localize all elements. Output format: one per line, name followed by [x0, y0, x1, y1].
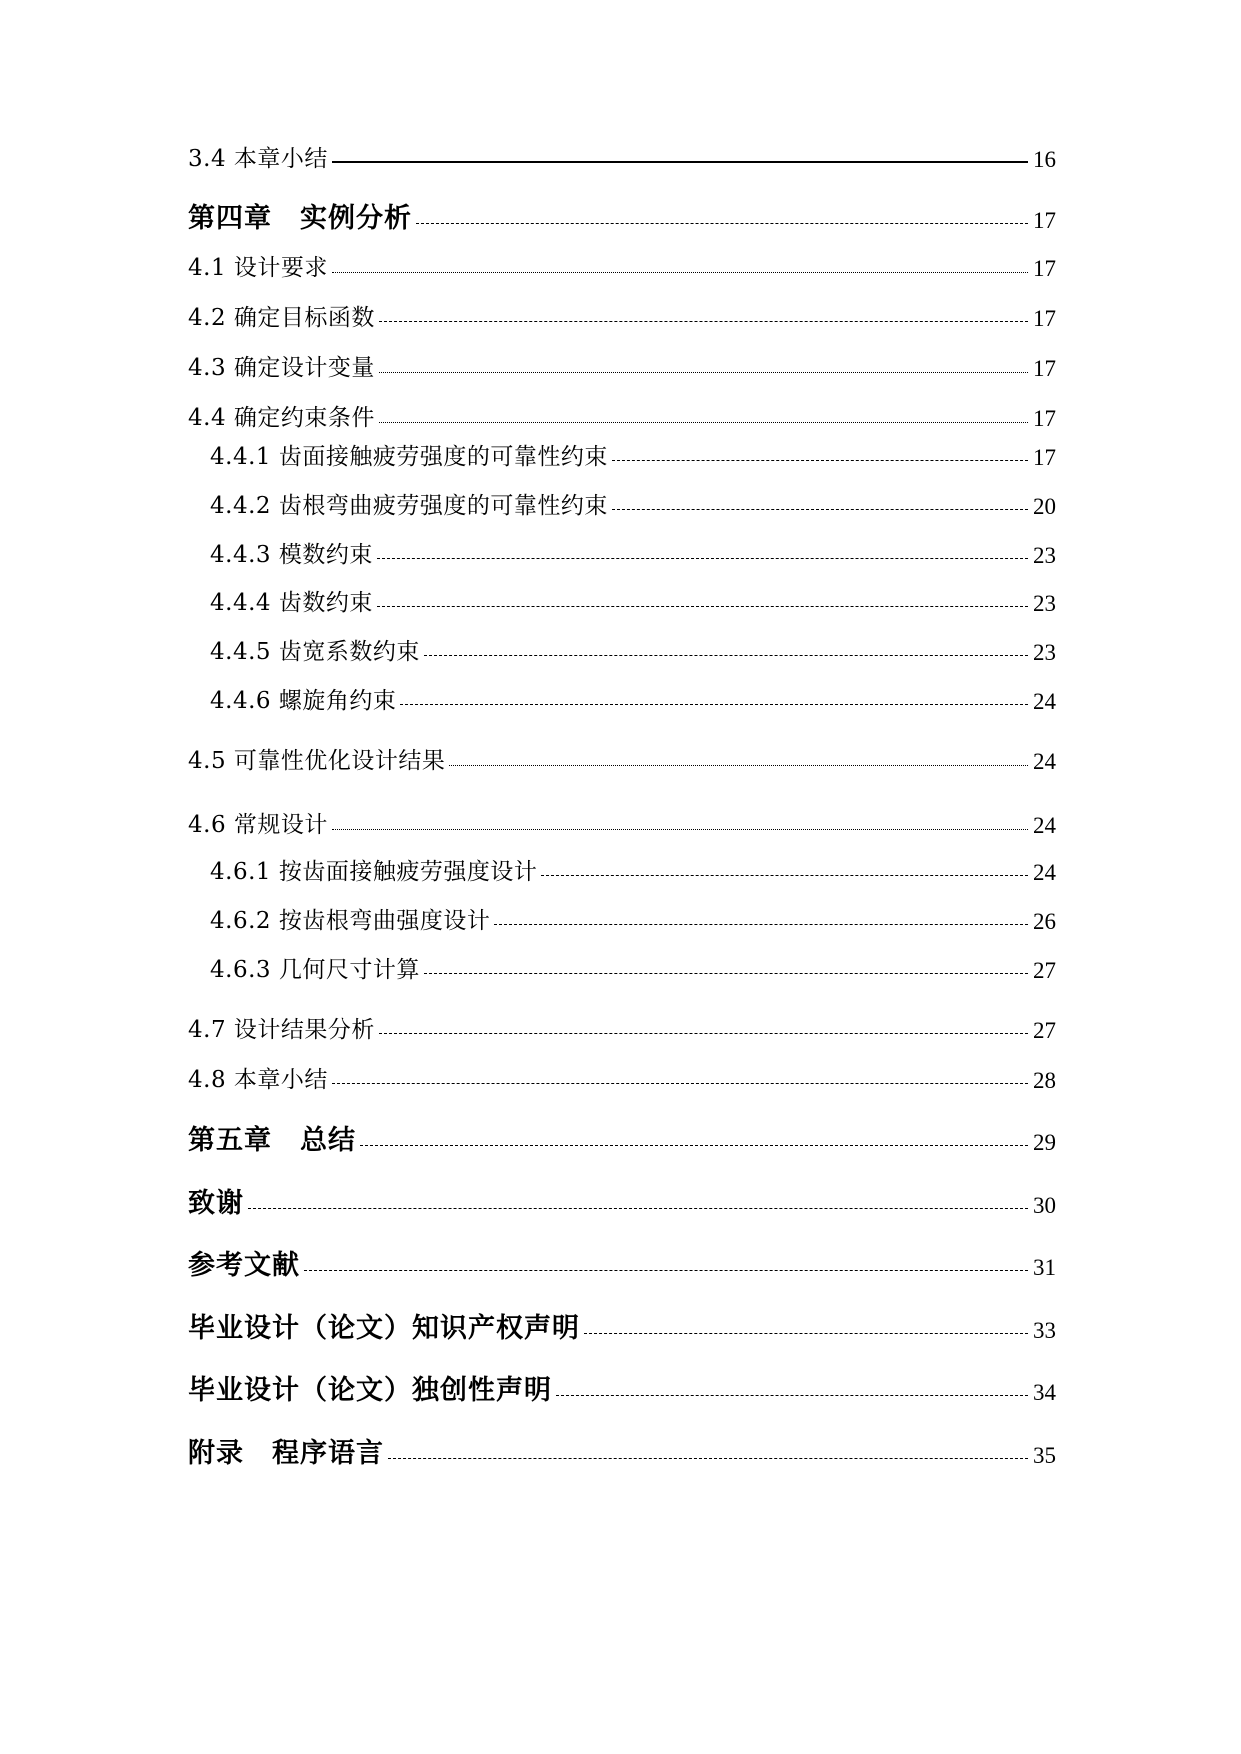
toc-entry-4-6-3[interactable] — [210, 959, 1056, 982]
toc-page-number: 28 — [1033, 1068, 1056, 1093]
toc-entry-4-7[interactable] — [188, 1019, 1056, 1042]
toc-chapter-label: 第四章 实例分析 — [188, 203, 412, 234]
toc-entry-4-4-4[interactable] — [210, 592, 1056, 615]
toc-page-number: 23 — [1033, 640, 1056, 665]
toc-entry-label: 4.2 确定目标函数 — [188, 305, 375, 331]
toc-page-number: 27 — [1033, 958, 1056, 983]
toc-chapter-label: 第五章 总结 — [188, 1125, 356, 1156]
toc-entry-4-5[interactable] — [188, 750, 1056, 773]
toc-leader — [248, 1208, 1028, 1209]
toc-entry-label: 4.4 确定约束条件 — [188, 405, 375, 431]
toc-leader — [612, 460, 1028, 461]
toc-leader — [332, 1083, 1028, 1084]
toc-entry-label: 4.4.1 齿面接触疲劳强度的可靠性约束 — [210, 444, 608, 470]
toc-leader — [449, 765, 1028, 766]
toc-leader — [304, 1270, 1028, 1271]
toc-page-number: 27 — [1033, 1018, 1056, 1043]
toc-entry-4-3[interactable] — [188, 357, 1056, 380]
toc-entry-4-4-3[interactable] — [210, 544, 1056, 567]
toc-entry-label: 4.4.2 齿根弯曲疲劳强度的可靠性约束 — [210, 493, 608, 519]
toc-page-number: 24 — [1033, 813, 1056, 838]
toc-page-number: 17 — [1033, 306, 1056, 331]
toc-page-number: 17 — [1033, 208, 1056, 233]
toc-entry-label: 4.1 设计要求 — [188, 255, 328, 281]
toc-page-number: 26 — [1033, 909, 1056, 934]
toc-entry-chapter-4[interactable] — [188, 205, 1056, 232]
toc-entry-label: 4.6.2 按齿根弯曲强度设计 — [210, 908, 491, 934]
toc-entry-3-4[interactable] — [188, 148, 1056, 171]
toc-entry-label: 4.4.5 齿宽系数约束 — [210, 639, 420, 665]
toc-leader — [379, 1033, 1028, 1034]
toc-entry-originality-statement[interactable] — [188, 1377, 1056, 1404]
toc-entry-label: 4.5 可靠性优化设计结果 — [188, 748, 446, 774]
toc-entry-4-4-2[interactable] — [210, 495, 1056, 518]
toc-chapter-label: 毕业设计（论文）知识产权声明 — [188, 1313, 580, 1344]
toc-entry-4-4-5[interactable] — [210, 641, 1056, 664]
toc-leader — [424, 973, 1028, 974]
toc-leader — [379, 422, 1028, 423]
toc-entry-label: 4.7 设计结果分析 — [188, 1017, 375, 1043]
toc-entry-4-4-6[interactable] — [210, 690, 1056, 713]
toc-page-number: 17 — [1033, 356, 1056, 381]
toc-entry-4-6-2[interactable] — [210, 910, 1056, 933]
toc-leader — [377, 606, 1028, 607]
toc-page-number: 23 — [1033, 591, 1056, 616]
toc-entry-label: 4.3 确定设计变量 — [188, 355, 375, 381]
toc-leader — [541, 875, 1028, 876]
toc-chapter-label: 参考文献 — [188, 1250, 300, 1281]
toc-page-number: 33 — [1033, 1318, 1056, 1343]
toc-leader — [584, 1333, 1028, 1334]
toc-entry-4-6-1[interactable] — [210, 861, 1056, 884]
toc-entry-4-4-1[interactable] — [210, 446, 1056, 469]
toc-entry-label: 4.4.6 螺旋角约束 — [210, 688, 397, 714]
toc-entry-label: 4.6 常规设计 — [188, 812, 328, 838]
toc-leader — [494, 924, 1028, 925]
toc-entry-chapter-5[interactable] — [188, 1127, 1056, 1154]
toc-page-number: 31 — [1033, 1255, 1056, 1280]
toc-leader — [424, 655, 1028, 656]
toc-leader — [379, 372, 1028, 373]
toc-leader — [332, 829, 1028, 830]
toc-page-number: 20 — [1033, 494, 1056, 519]
toc-entry-acknowledgements[interactable] — [188, 1190, 1056, 1217]
toc-page-number: 24 — [1033, 689, 1056, 714]
toc-entry-4-8[interactable] — [188, 1069, 1056, 1092]
toc-leader — [379, 321, 1028, 322]
toc-page-number: 24 — [1033, 749, 1056, 774]
toc-page-number: 17 — [1033, 406, 1056, 431]
toc-page-number: 34 — [1033, 1380, 1056, 1405]
toc-entry-4-6[interactable] — [188, 814, 1056, 837]
toc-page-number: 29 — [1033, 1130, 1056, 1155]
toc-leader — [388, 1458, 1028, 1459]
toc-leader — [332, 272, 1028, 273]
toc-page-number: 35 — [1033, 1443, 1056, 1468]
toc-chapter-label: 致谢 — [188, 1188, 244, 1219]
toc-page-number: 16 — [1033, 147, 1056, 172]
toc-leader — [400, 704, 1028, 705]
toc-entry-references[interactable] — [188, 1252, 1056, 1279]
toc-entry-4-1[interactable] — [188, 257, 1056, 280]
toc-chapter-label: 毕业设计（论文）独创性声明 — [188, 1375, 552, 1406]
toc-entry-label: 3.4 本章小结 — [188, 146, 328, 172]
toc-entry-4-2[interactable] — [188, 307, 1056, 330]
toc-entry-label: 4.6.3 几何尺寸计算 — [210, 957, 420, 983]
toc-page-number: 24 — [1033, 860, 1056, 885]
toc-entry-label: 4.4.4 齿数约束 — [210, 590, 373, 616]
toc-entry-label: 4.4.3 模数约束 — [210, 542, 373, 568]
toc-leader — [377, 558, 1028, 559]
toc-leader — [556, 1395, 1028, 1396]
toc-entry-label: 4.6.1 按齿面接触疲劳强度设计 — [210, 859, 538, 885]
toc-page-number: 17 — [1033, 256, 1056, 281]
toc-leader — [416, 223, 1028, 224]
toc-leader — [612, 509, 1028, 510]
toc-leader — [360, 1145, 1028, 1146]
toc-leader — [332, 161, 1028, 163]
toc-page-number: 17 — [1033, 445, 1056, 470]
toc-entry-appendix[interactable] — [188, 1440, 1056, 1467]
toc-entry-ip-statement[interactable] — [188, 1315, 1056, 1342]
toc-chapter-label: 附录 程序语言 — [188, 1438, 384, 1469]
toc-entry-label: 4.8 本章小结 — [188, 1067, 328, 1093]
toc-entry-4-4[interactable] — [188, 407, 1056, 430]
toc-page-number: 30 — [1033, 1193, 1056, 1218]
toc-page-number: 23 — [1033, 543, 1056, 568]
